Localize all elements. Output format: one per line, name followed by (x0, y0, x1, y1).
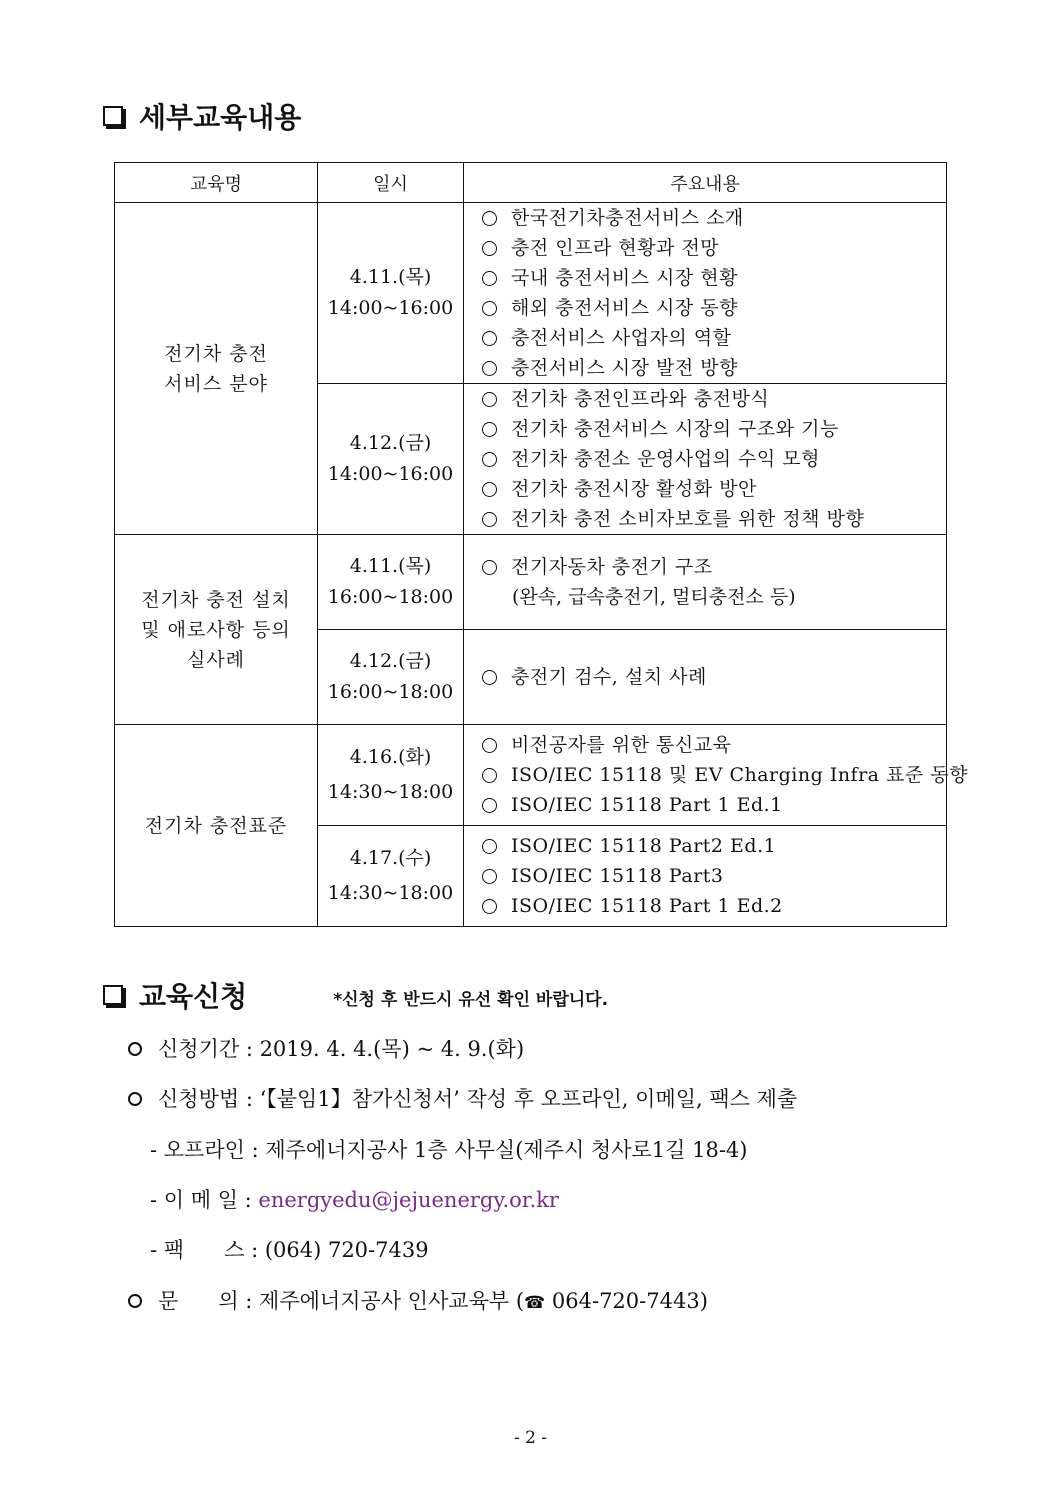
email-link[interactable]: energyedu@jejuenergy.or.kr (258, 1188, 559, 1212)
list-item: 해외 충전서비스 시장 동향 (482, 293, 946, 323)
list-item: ISO/IEC 15118 Part 1 Ed.2 (482, 891, 946, 921)
content-cell (464, 725, 968, 826)
list-item: ISO/IEC 15118 Part 1 Ed.1 (482, 790, 946, 820)
circle-bullet-icon (482, 869, 497, 884)
table-header-row (115, 163, 947, 203)
table-row (115, 535, 947, 630)
checkbox-square-icon (103, 106, 123, 126)
date-cell: 4.16.(화) 14:30~18:00 (318, 725, 464, 826)
list-item: ISO/IEC 15118 및 EV Charging Infra 표준 동향 (482, 760, 946, 790)
list-item: 전기자동차 충전기 구조 (482, 552, 946, 582)
circle-bullet-icon (482, 422, 497, 437)
date-cell: 4.12.(금) 16:00~18:00 (318, 630, 464, 725)
course-name-cell: 전기차 충전 설치 및 애로사항 등의 실사례 (115, 535, 318, 725)
confirmation-note: *신청 후 반드시 유선 확인 바랍니다. (333, 989, 609, 1010)
list-item: 국내 충전서비스 시장 현황 (482, 263, 946, 293)
content-cell (464, 535, 947, 630)
list-item: 전기차 충전인프라와 충전방식 (482, 384, 946, 414)
checkbox-square-icon (103, 985, 123, 1005)
circle-bullet-icon (482, 271, 497, 286)
circle-bullet-icon (482, 670, 497, 685)
circle-bullet-icon (482, 361, 497, 376)
circle-bullet-icon (482, 301, 497, 316)
inquiry-line: 문 의 : 제주에너지공사 인사교육부 (☎ 064-720-7443) (128, 1285, 708, 1315)
circle-bullet-icon (482, 241, 497, 256)
header-course-name: 교육명 (115, 163, 318, 203)
phone-icon: ☎ (524, 1293, 546, 1313)
header-date: 일시 (318, 163, 464, 203)
circle-bullet-icon (128, 1294, 142, 1308)
circle-bullet-icon (482, 512, 497, 527)
circle-bullet-icon (482, 211, 497, 226)
circle-bullet-icon (482, 738, 497, 753)
circle-bullet-icon (482, 331, 497, 346)
course-name-cell: 전기차 충전 서비스 분야 (115, 203, 318, 535)
circle-bullet-icon (482, 452, 497, 467)
table-row (115, 203, 947, 384)
circle-bullet-icon (482, 768, 497, 783)
application-period: 신청기간 : 2019. 4. 4.(목) ~ 4. 9.(화) (128, 1033, 524, 1063)
header-content: 주요내용 (464, 163, 947, 203)
application-method: 신청방법 : ‘【붙임1】참가신청서’ 작성 후 오프라인, 이메일, 팩스 제출 (128, 1083, 797, 1113)
page-number: - 2 - (513, 1428, 548, 1448)
content-cell (464, 384, 947, 535)
schedule-table (114, 162, 968, 927)
circle-bullet-icon (482, 899, 497, 914)
date-cell: 4.12.(금) 14:00~16:00 (318, 384, 464, 535)
circle-bullet-icon (482, 560, 497, 575)
offline-address: - 오프라인 : 제주에너지공사 1층 사무실(제주시 청사로1길 18-4) (150, 1138, 748, 1162)
circle-bullet-icon (128, 1042, 142, 1056)
date-cell: 4.11.(목) 14:00~16:00 (318, 203, 464, 384)
list-item: 전기차 충전 소비자보호를 위한 정책 방향 (482, 504, 946, 534)
list-item: 전기차 충전서비스 시장의 구조와 기능 (482, 414, 946, 444)
circle-bullet-icon (482, 798, 497, 813)
list-item: 충전 인프라 현황과 전망 (482, 233, 946, 263)
list-item: ISO/IEC 15118 Part2 Ed.1 (482, 831, 946, 861)
fax-line: - 팩 스 : (064) 720-7439 (150, 1238, 429, 1262)
table-row (115, 725, 947, 826)
content-cell (464, 630, 947, 725)
circle-bullet-icon (482, 392, 497, 407)
date-cell: 4.17.(수) 14:30~18:00 (318, 826, 464, 927)
list-item: 한국전기차충전서비스 소개 (482, 203, 946, 233)
list-item: 충전기 검수, 설치 사례 (482, 662, 946, 692)
circle-bullet-icon (128, 1092, 142, 1106)
section-title: 세부교육내용 (139, 101, 302, 134)
list-item: 전기차 충전소 운영사업의 수익 모형 (482, 444, 946, 474)
email-line: - 이 메 일 : energyedu@jejuenergy.or.kr (150, 1188, 559, 1212)
list-item: 전기차 충전시장 활성화 방안 (482, 474, 946, 504)
date-cell: 4.11.(목) 16:00~18:00 (318, 535, 464, 630)
section-heading-details (103, 96, 301, 136)
content-cell (464, 826, 947, 927)
list-item: ISO/IEC 15118 Part3 (482, 861, 946, 891)
section-title: 교육신청 (139, 980, 248, 1013)
list-item-note: (완속, 급속충전기, 멀티충전소 등) (512, 586, 796, 608)
circle-bullet-icon (482, 839, 497, 854)
list-item: 충전서비스 사업자의 역할 (482, 323, 946, 353)
list-item: 비전공자를 위한 통신교육 (482, 730, 946, 760)
course-name-cell: 전기차 충전표준 (115, 725, 318, 927)
section-heading-application (103, 975, 608, 1015)
circle-bullet-icon (482, 482, 497, 497)
list-item: 충전서비스 시장 발전 방향 (482, 353, 946, 383)
content-cell (464, 203, 947, 384)
